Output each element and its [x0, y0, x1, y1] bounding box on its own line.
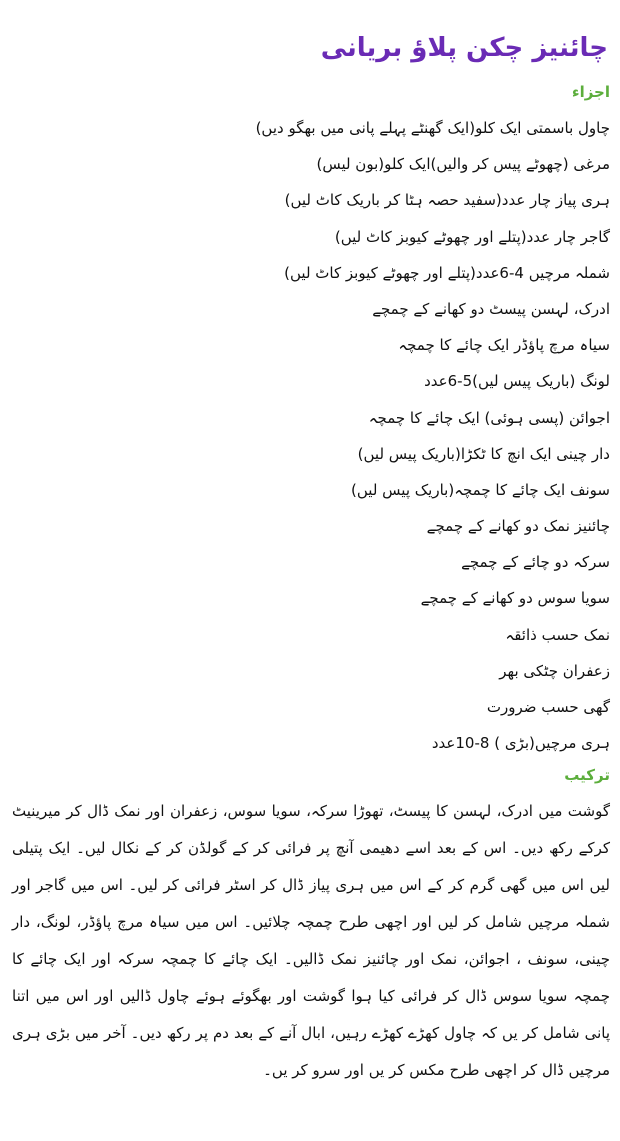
ingredient-item: ہری مرچیں(بڑی ) 8-10عدد [431, 734, 610, 753]
ingredient-item: ہری پیاز چار عدد(سفید حصہ ہٹا کر باریک کاٹ لیں) [284, 191, 610, 210]
page-title: چائنیز چکن پلاؤ بریانی [320, 33, 608, 63]
ingredient-item: اجوائن (پسی ہوئی) ایک چائے کا چمچہ [368, 408, 610, 427]
ingredient-item: نمک حسب ذائقہ [505, 625, 610, 644]
ingredient-item: چاول باسمتی ایک کلو(ایک گھنٹے پہلے پانی میں بھگو دیں) [255, 119, 610, 137]
ingredient-item: لونگ (باریک پیس لیں)5-6عدد [424, 372, 610, 391]
ingredients-heading: اجزاء [571, 83, 610, 101]
ingredients-list [10, 110, 610, 761]
method-heading: ترکیب [564, 766, 610, 785]
ingredient-item: ادرک، لہسن پیسٹ دو کھانے کے چمچے [372, 299, 610, 318]
ingredient-item: گاجر چار عدد(پتلے اور چھوٹے کیوبز کاٹ لیں) [334, 227, 610, 246]
ingredient-item: سیاہ مرچ پاؤڈر ایک چائے کا چمچہ [398, 336, 610, 355]
ingredient-item: مرغی (چھوٹے پیس کر والیں)ایک کلو(بون لیس) [316, 155, 610, 174]
ingredient-item: سرکہ دو چائے کے چمچے [461, 553, 610, 572]
ingredient-item: سویا سوس دو کھانے کے چمچے [420, 589, 610, 608]
ingredient-item: دار چینی ایک انچ کا ٹکڑا(باریک پیس لیں) [357, 444, 610, 463]
method-paragraph: گوشت میں ادرک، لہسن کا پیسٹ، تھوڑا سرکہ، سویا سوس، زعفران اور نمک ڈال کر میرینیٹ کرکے رکھ دیں۔ اس کے بعد اسے دھیمی آنچ پر فرائی کر کے گولڈن کر کے نکال لیں۔ ایک پتیلی لیں اس میں گھی گرم کر کے اس میں ہری پیاز ڈال کر اسٹر فرائی کر لیں۔ اس میں گاجر اور شملہ مرچیں شامل کر لیں اور اچھی طرح چمچہ چلائیں۔ اس میں سیاہ مرچ پاؤڈر، لونگ، دار چینی، سونف ، اجوائن، نمک اور چائنیز نمک ڈالیں۔ ایک چائے کا چمچہ سرکہ اور ایک چائے کا چمچہ سویا سوس ڈال کر فرائی کیا ہوا گوشت اور بھگوئے ہوئے چاول ڈالیں اور اس میں اتنا پانی شامل کر یں کہ چاول کھڑے کھڑے رہیں، ابال آنے کے بعد دم پر رکھ دیں۔ آخر میں بڑی ہری مرچیں ڈال کر اچھی طرح مکس کر یں اور سرو کر یں۔ [12, 802, 610, 1080]
ingredient-item: زعفران چٹکی بھر [499, 661, 610, 680]
ingredient-item: شملہ مرچیں 4-6عدد(پتلے اور چھوٹے کیوبز کاٹ لیں) [284, 263, 610, 282]
ingredient-item: چائنیز نمک دو کھانے کے چمچے [426, 517, 610, 536]
ingredient-item: سونف ایک چائے کا چمچہ(باریک پیس لیں) [351, 480, 610, 499]
ingredient-item: گھی حسب ضرورت [486, 698, 610, 716]
